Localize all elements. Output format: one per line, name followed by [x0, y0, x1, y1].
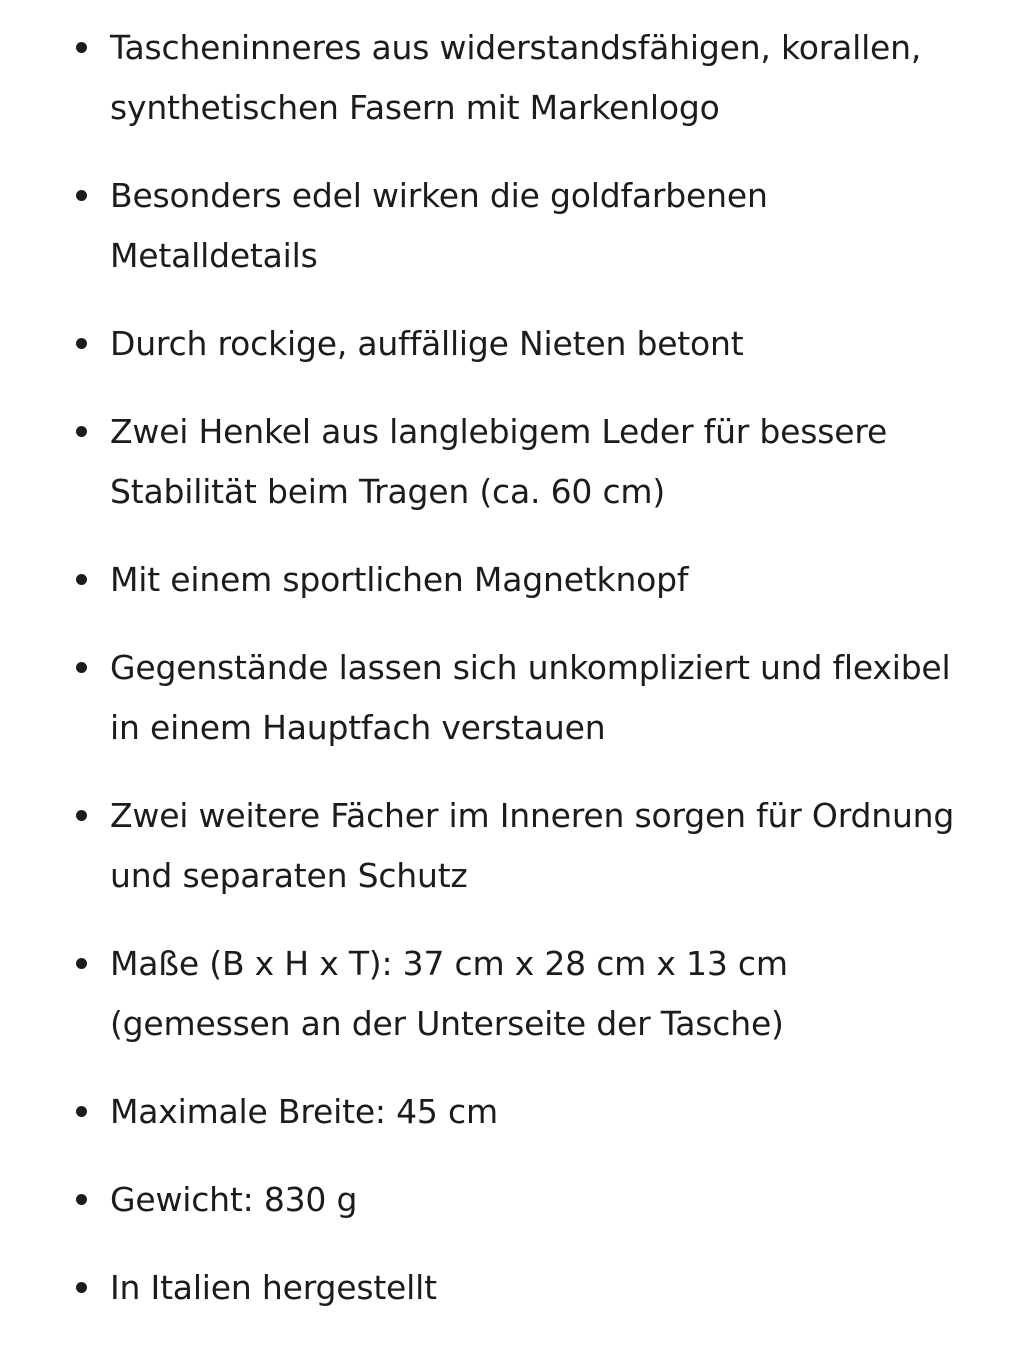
feature-text: In Italien hergestellt [110, 1268, 437, 1307]
feature-text: Tascheninneres aus widerstandsfähigen, korallen, synthetischen Fasern mit Markenlogo [110, 28, 922, 127]
bullet-icon [76, 1106, 87, 1117]
bullet-icon [76, 338, 87, 349]
feature-text: Besonders edel wirken die goldfarbenen Metalldetails [110, 176, 768, 275]
list-item [0, 786, 1025, 906]
bullet-icon [76, 1194, 87, 1205]
bullet-icon [76, 958, 87, 969]
bullet-icon [76, 574, 87, 585]
feature-text: Gewicht: 830 g [110, 1180, 358, 1219]
feature-text: Zwei weitere Fächer im Inneren sorgen für Ordnung und separaten Schutz [110, 796, 955, 895]
feature-text: Mit einem sportlichen Magnetknopf [110, 560, 689, 599]
list-item [0, 638, 1025, 758]
list-item [0, 1258, 1025, 1318]
product-feature-list [0, 18, 1025, 1346]
list-item [0, 166, 1025, 286]
bullet-icon [76, 662, 87, 673]
list-item [0, 934, 1025, 1054]
feature-text: Durch rockige, auffällige Nieten betont [110, 324, 744, 363]
list-item [0, 1170, 1025, 1230]
bullet-icon [76, 42, 87, 53]
feature-text: Zwei Henkel aus langlebigem Leder für bessere Stabilität beim Tragen (ca. 60 cm) [110, 412, 888, 511]
bullet-icon [76, 1282, 87, 1293]
list-item [0, 550, 1025, 610]
bullet-icon [76, 426, 87, 437]
list-item [0, 1082, 1025, 1142]
feature-text: Gegenstände lassen sich unkompliziert und flexibel in einem Hauptfach verstauen [110, 648, 951, 747]
feature-text: Maximale Breite: 45 cm [110, 1092, 498, 1131]
bullet-icon [76, 190, 87, 201]
list-item [0, 314, 1025, 374]
list-item [0, 402, 1025, 522]
bullet-icon [76, 810, 87, 821]
feature-text: Maße (B x H x T): 37 cm x 28 cm x 13 cm (gemessen an der Unterseite der Tasche) [110, 944, 788, 1043]
list-item [0, 18, 1025, 138]
